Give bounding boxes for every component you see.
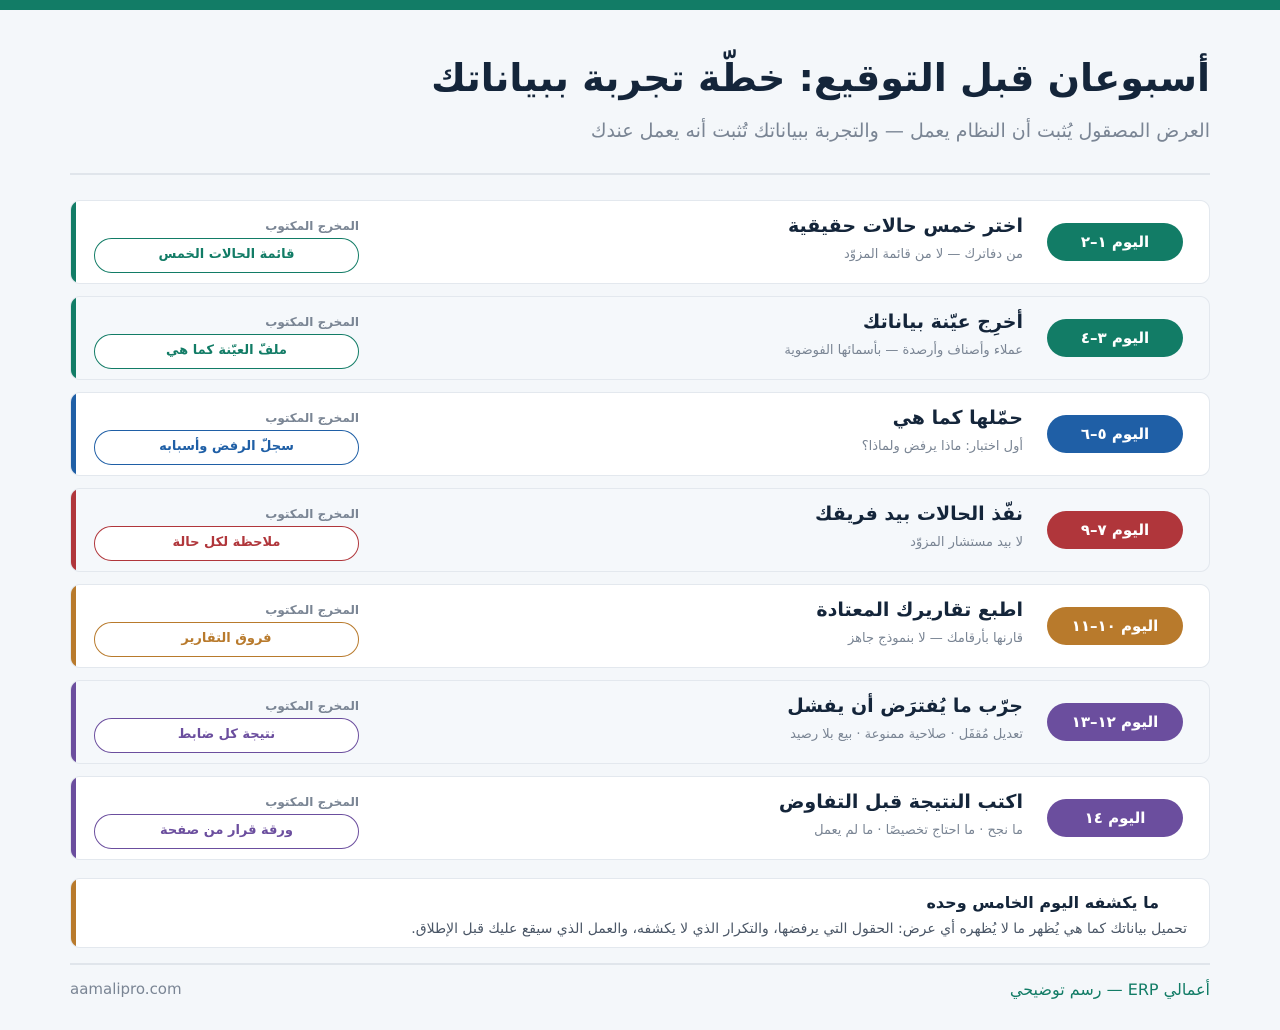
timeline-steps [70,200,1210,872]
step-description: قارنها بأرقامك — لا بنموذج جاهز [847,631,1023,646]
day-badge: اليوم ٧–٩ [1047,511,1183,549]
output-label: المخرج المكتوب [265,411,359,425]
output-label: المخرج المكتوب [265,603,359,617]
footer-website-link[interactable]: aamalipro.com [70,980,182,998]
step-title: نفّذ الحالات بيد فريقك [815,503,1023,525]
day-badge: اليوم ٣–٤ [1047,319,1183,357]
step-description: تعديل مُقفَل · صلاحية ممنوعة · بيع بلا رصيد [790,727,1023,742]
output-badge: ملفّ العيّنة كما هي [94,334,359,369]
step-description: عملاء وأصناف وأرصدة — بأسمائها الفوضوية [784,343,1023,358]
footer-divider [70,963,1210,965]
output-badge: سجلّ الرفض وأسبابه [94,430,359,465]
output-label: المخرج المكتوب [265,219,359,233]
day-badge: اليوم ٥–٦ [1047,415,1183,453]
callout-text: تحميل بياناتك كما هي يُظهر ما لا يُظهره أي عرض: الحقول التي يرفضها، والتكرار الذي لا يكشفه، والعمل الذي سيقع عليك قبل الإطلاق. [411,921,1187,937]
header-divider [70,173,1210,175]
step-accent-strip [71,777,76,859]
step-row [70,488,1210,572]
step-description: لا بيد مستشار المزوّد [910,535,1023,550]
step-row [70,296,1210,380]
callout-accent-strip [71,879,76,947]
step-title: اكتب النتيجة قبل التفاوض [778,791,1023,813]
day-badge: اليوم ١٤ [1047,799,1183,837]
step-description: أول اختبار: ماذا يرفض ولماذا؟ [861,439,1023,454]
output-label: المخرج المكتوب [265,315,359,329]
step-row [70,200,1210,284]
footer-brand: أعمالي ERP — رسم توضيحي [1009,980,1210,999]
page-container [70,0,1210,1030]
step-row [70,392,1210,476]
output-label: المخرج المكتوب [265,795,359,809]
output-label: المخرج المكتوب [265,699,359,713]
day-badge: اليوم ١–٢ [1047,223,1183,261]
step-accent-strip [71,681,76,763]
callout-title: ما يكشفه اليوم الخامس وحده [926,893,1159,912]
day-badge: اليوم ١٢–١٣ [1047,703,1183,741]
step-title: أخرِج عيّنة بياناتك [862,311,1023,333]
step-description: ما نجح · ما احتاج تخصيصًا · ما لم يعمل [814,823,1023,838]
output-label: المخرج المكتوب [265,507,359,521]
step-accent-strip [71,201,76,283]
step-description: من دفاترك — لا من قائمة المزوّد [843,247,1023,262]
step-accent-strip [71,585,76,667]
output-badge: قائمة الحالات الخمس [94,238,359,273]
insight-callout [70,878,1210,948]
step-title: اطبع تقاريرك المعتادة [816,599,1023,621]
page-subtitle: العرض المصقول يُثبت أن النظام يعمل — والتجربة ببياناتك تُثبت أنه يعمل عندك [590,120,1210,142]
output-badge: نتيجة كل ضابط [94,718,359,753]
step-row [70,584,1210,668]
output-badge: ملاحظة لكل حالة [94,526,359,561]
output-badge: ورقة قرار من صفحة [94,814,359,849]
step-title: جرّب ما يُفترَض أن يفشل [787,695,1023,717]
step-row [70,776,1210,860]
step-title: اختر خمس حالات حقيقية [787,215,1023,237]
output-badge: فروق التقارير [94,622,359,657]
step-accent-strip [71,393,76,475]
step-row [70,680,1210,764]
page-title: أسبوعان قبل التوقيع: خطّة تجربة ببياناتك [431,56,1210,100]
step-title: حمّلها كما هي [892,407,1023,429]
step-accent-strip [71,297,76,379]
step-accent-strip [71,489,76,571]
day-badge: اليوم ١٠–١١ [1047,607,1183,645]
